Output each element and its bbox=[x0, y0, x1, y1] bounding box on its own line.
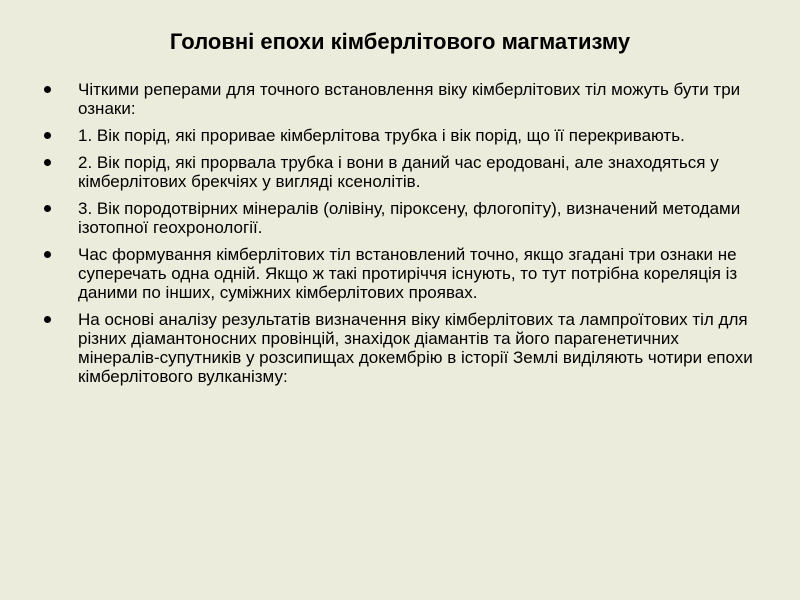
slide-title: Головні епохи кімберлітового магматизму bbox=[169, 29, 631, 54]
bullet-item bbox=[42, 80, 754, 118]
bullet-dot-icon bbox=[44, 316, 51, 323]
bullet-text: Чіткими реперами для точного встановлення віку кімберлітових тіл можуть бути три ознаки: bbox=[78, 80, 741, 118]
bullet-dot-icon bbox=[44, 159, 51, 166]
bullet-text: На основі аналізу результатів визначення віку кімберлітових та лампроїтових тіл для різних діамантоносних провінцій, знахідок діамантів та його парагенетичних мінералів-супутників у розсипищах докембрію в історії Землі виділяють чотири епохи кімберлітового вулканізму: bbox=[78, 310, 753, 386]
bullet-item bbox=[42, 126, 754, 145]
bullet-item bbox=[42, 153, 754, 191]
bullet-text: 3. Вік породотвірних мінералів (олівіну, піроксену, флогопіту), визначений методами ізотопної геохронології. bbox=[78, 199, 741, 237]
bullet-dot-icon bbox=[44, 205, 51, 212]
bullet-list bbox=[42, 80, 754, 394]
bullet-dot-icon bbox=[44, 251, 51, 258]
bullet-item bbox=[42, 245, 754, 302]
bullet-item bbox=[42, 310, 754, 386]
bullet-text: Час формування кімберлітових тіл встановлений точно, якщо згадані три ознаки не суперечать одна одній. Якщо ж такі протиріччя існують, то тут потрібна кореляція із даними по інших, суміжних кімберлітових проявах. bbox=[78, 245, 738, 302]
bullet-text: 2. Вік порід, які прорвала трубка і вони в даний час еродовані, але знаходяться у кімберлітових брекчіях у вигляді ксенолітів. bbox=[78, 153, 719, 191]
bullet-item bbox=[42, 199, 754, 237]
bullet-text: 1. Вік порід, які проривае кімберлітова трубка і вік порід, що її перекривають. bbox=[78, 126, 685, 145]
bullet-dot-icon bbox=[44, 86, 51, 93]
bullet-dot-icon bbox=[44, 132, 51, 139]
